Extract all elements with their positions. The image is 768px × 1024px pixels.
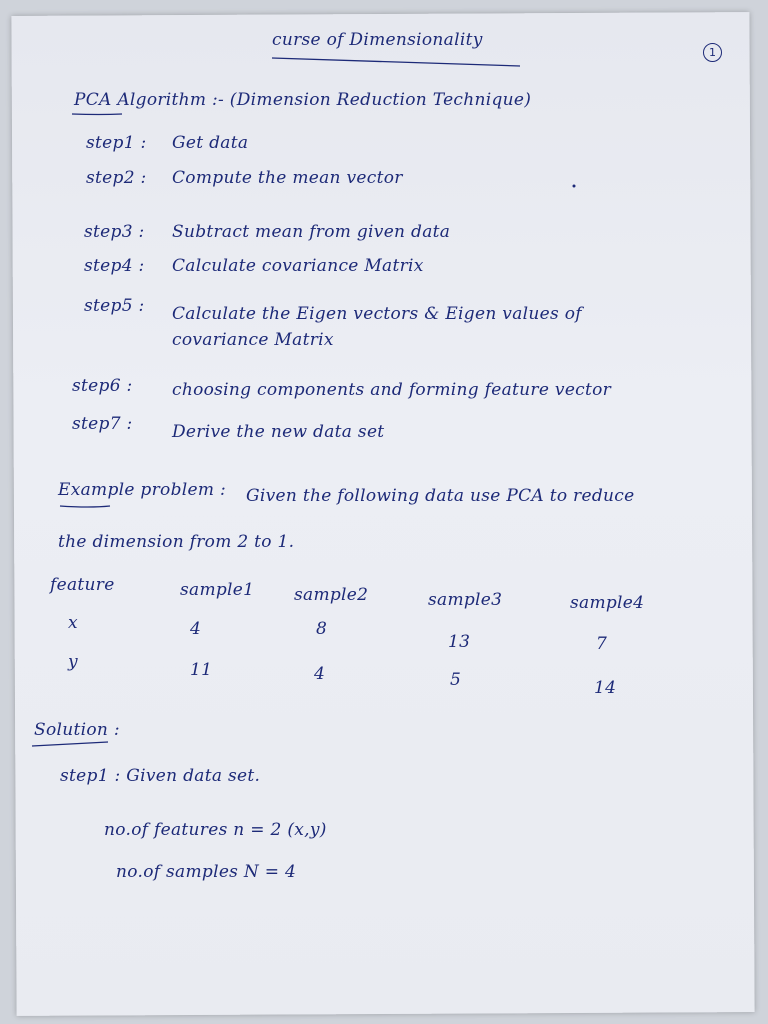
pca-underline [72, 114, 122, 115]
example-underline [60, 506, 110, 507]
table-cell: 8 [316, 619, 328, 639]
table-cell: 11 [190, 660, 213, 680]
step-label: step1 : [86, 133, 147, 153]
step-text: Subtract mean from given data [172, 222, 451, 242]
example-text-line2: the dimension from 2 to 1. [58, 532, 295, 552]
step-label: step5 : [84, 296, 145, 316]
samples-line: no.of samples N = 4 [116, 862, 297, 882]
title-underline [272, 58, 520, 66]
table-cell: 4 [314, 664, 326, 684]
example-text: Given the following data use PCA to reduce [246, 486, 635, 506]
table-cell: y [68, 652, 78, 672]
step-text: Calculate covariance Matrix [172, 256, 424, 276]
step-label: step6 : [72, 376, 133, 396]
step-label: step7 : [72, 414, 133, 434]
table-cell: 7 [596, 634, 608, 654]
example-label: Example problem : [58, 480, 227, 500]
step-label: step2 : [86, 168, 147, 188]
step-label: step4 : [84, 256, 145, 276]
solution-underline [32, 742, 108, 746]
step-text: Calculate the Eigen vectors & Eigen values of [172, 304, 582, 324]
solution-step: step1 : Given data set. [60, 766, 261, 786]
pca-heading: PCA Algorithm :- (Dimension Reduction Technique) [74, 90, 532, 110]
table-cell: 13 [448, 632, 471, 652]
step-text: choosing components and forming feature vector [172, 380, 612, 400]
solution-label: Solution : [34, 720, 120, 740]
step-label: step3 : [84, 222, 145, 242]
step-text: Compute the mean vector [172, 168, 403, 188]
step-text: Derive the new data set [172, 422, 385, 442]
table-header: sample1 [180, 580, 255, 600]
features-line: no.of features n = 2 (x,y) [104, 820, 327, 840]
table-cell: 14 [594, 678, 617, 698]
step-text: Get data [172, 133, 249, 153]
table-cell: 4 [190, 619, 202, 639]
table-header: feature [50, 575, 115, 595]
page-number: 1 [703, 43, 722, 62]
table-cell: x [68, 613, 78, 633]
step-text-continuation: covariance Matrix [172, 330, 334, 350]
page-title: curse of Dimensionality [272, 30, 483, 50]
table-header: sample2 [294, 585, 369, 605]
table-cell: 5 [450, 670, 462, 690]
table-header: sample4 [570, 593, 645, 613]
table-header: sample3 [428, 590, 503, 610]
